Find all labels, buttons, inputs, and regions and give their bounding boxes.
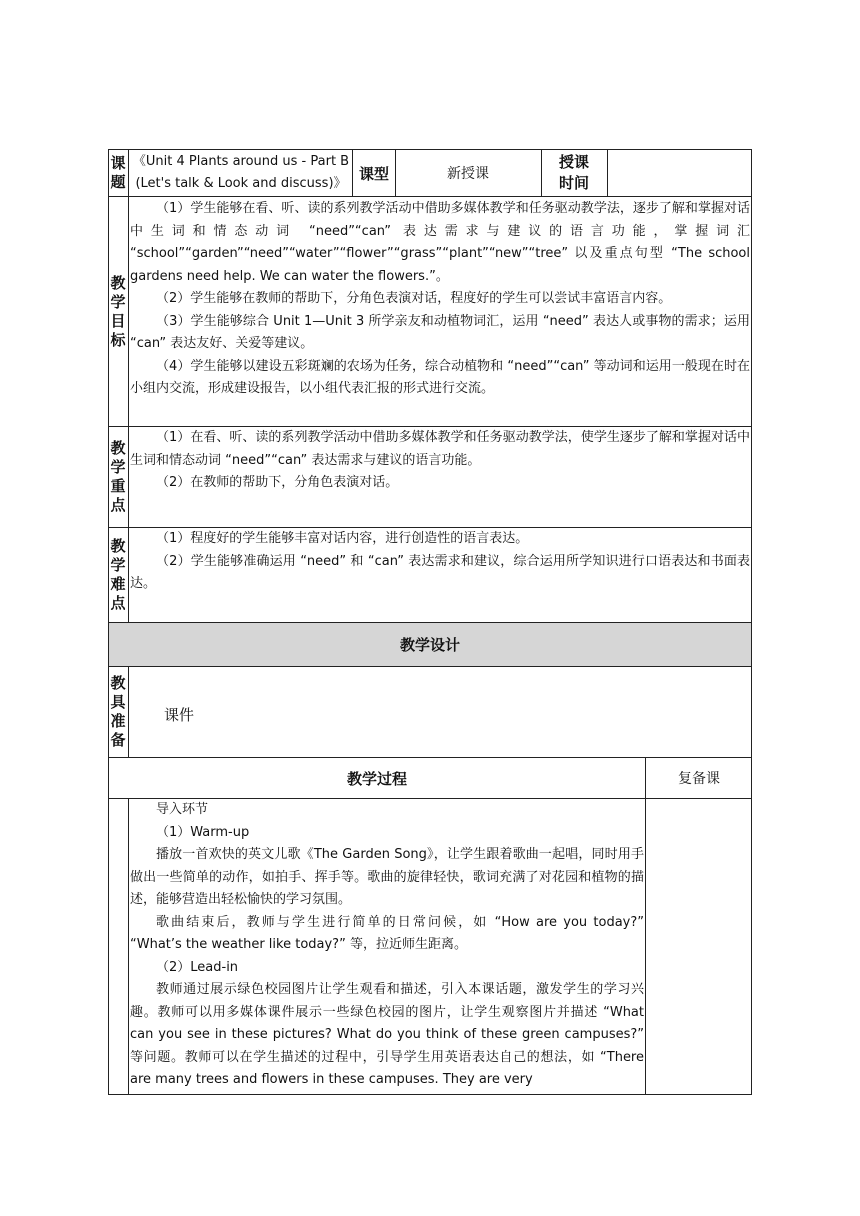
difficulty-1: （1）程度好的学生能够丰富对话内容，进行创造性的语言表达。 [156, 531, 529, 546]
key-point-2: （2）在教师的帮助下，分角色表演对话。 [156, 475, 399, 490]
objective-3: （3）学生能够综合 Unit 1—Unit 3 所学亲友和动植物词汇，运用 “need” 表达人或事物的需求；运用 “can” 表达友好、关爱等建议。 [130, 313, 750, 351]
type-value: 新授课 [447, 166, 489, 182]
process-leadin-heading: （2）Lead-in [156, 959, 239, 975]
key-points-label: 教 学 重 点 [110, 439, 126, 514]
difficulties-label: 教 学 难 点 [110, 537, 126, 612]
topic-label: 课 题 [110, 154, 126, 191]
tools-value: 课件 [164, 706, 195, 724]
objective-1: （1）学生能够在看、听、读的系列教学活动中借助多媒体教学和任务驱动教学法，逐步了解和掌握对话中生词和情态动词 “need”“can” 表达需求与建议的语言功能，掌握词汇 “school”“garden”“need”“water”“flower”“grass”“plant”“new”“tree” 以及重点句型 “The school gardens need help. We can water the flowers.”。 [130, 201, 750, 284]
process-title: 教学过程 [346, 769, 407, 788]
process-leadin-body: 教师通过展示绿色校园图片让学生观看和描述，引入本课话题，激发学生的学习兴趣。教师可以用多媒体课件展示一些绿色校园的图片，让学生观察图片并描述 “What can you see in these pictures? What do you think of these green campuses?” 等问题。教师可以在学生描述的过程中，引导学生用英语表达自己的想法，如 “There are many trees and flowers in these campuses. They are very [130, 982, 644, 1087]
objective-4: （4）学生能够以建设五彩斑斓的农场为任务，综合动植物和 “need”“can” 等动词和运用一般现在时在小组内交流，形成建设报告，以小组代表汇报的形式进行交流。 [130, 358, 750, 396]
objectives-label: 教 学 目 标 [110, 273, 126, 349]
objective-2: （2）学生能够在教师的帮助下，分角色表演对话，程度好的学生可以尝试丰富语言内容。 [156, 291, 672, 306]
time-value [608, 150, 752, 196]
process-content [130, 799, 644, 1093]
tools-label: 教 具 准 备 [110, 674, 126, 749]
objectives-content [130, 198, 750, 424]
key-points-content [130, 427, 750, 525]
process-warmup-greeting: 歌曲结束后，教师与学生进行简单的日常问候，如 “How are you today?” “What’s the weather like today?” 等，拉近师生距离。 [130, 914, 644, 952]
review-label: 复备课 [678, 771, 720, 787]
topic-line-1: 《Unit 4 Plants around us - Part B [132, 154, 350, 169]
design-banner: 教学设计 [109, 623, 751, 666]
topic-value [130, 150, 352, 196]
type-label: 课型 [358, 164, 389, 183]
key-point-1: （1）在看、听、读的系列教学活动中借助多媒体教学和任务驱动教学法，使学生逐步了解和掌握对话中生词和情态动词 “need”“can” 表达需求与建议的语言功能。 [130, 430, 750, 468]
process-step-intro: 导入环节 [156, 802, 209, 817]
process-warmup-heading: （1）Warm-up [156, 824, 250, 840]
difficulties-content [130, 528, 750, 620]
review-notes [646, 799, 751, 1094]
process-warmup-song: 播放一首欢快的英文儿歌《The Garden Song》，让学生跟着歌曲一起唱，同时用手做出一些简单的动作，如拍手、挥手等。歌曲的旋律轻快，歌词充满了对花园和植物的描述，能够营造出轻松愉快的学习氛围。 [130, 847, 644, 907]
topic-line-2: (Let's talk & Look and discuss)》 [135, 176, 347, 191]
difficulty-2: （2）学生能够准确运用 “need” 和 “can” 表达需求和建议，综合运用所学知识进行口语表达和书面表达。 [130, 553, 750, 591]
time-label: 授课 时间 [558, 153, 589, 192]
